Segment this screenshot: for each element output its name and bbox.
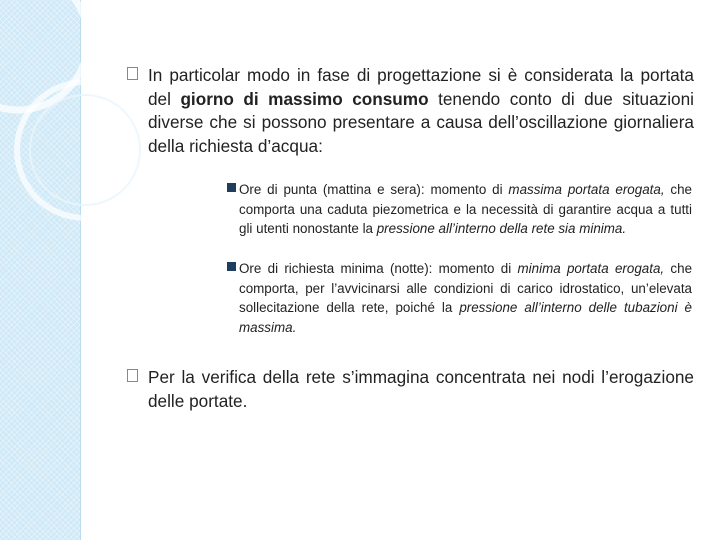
square-bullet-icon (227, 183, 236, 192)
bullet-box-icon (127, 67, 138, 80)
bullet-text: In particolar modo in fase di progettazione si è considerata la portata del giorno di massimo consumo tenendo conto di due situazioni diverse che si possono presentare a causa dell’oscillazione giornaliera della richiesta d’acqua: (148, 65, 694, 156)
subbullet-text: Ore di richiesta minima (notte): momento di minima portata erogata, che comporta, per l’avvicinarsi alle condizioni di carico idrostatico, un’elevata sollecitazione della rete, poiché la pressione all’interno delle tubazioni è massima. (239, 261, 693, 335)
subbullet-item-minimum-demand (227, 259, 692, 337)
subbullet-text: Ore di punta (mattina e sera): momento di massima portata erogata, che comporta una caduta piezometrica e la necessità di garantire acqua a tutti gli utenti nonostante la pressione all’interno della rete sia minima. (239, 182, 692, 236)
bullet-item-network-check (127, 366, 694, 413)
subbullet-item-peak-hours (227, 180, 692, 239)
bullet-text: Per la verifica della rete s’immagina concentrata nei nodi l’erogazione delle portate. (148, 367, 694, 411)
square-bullet-icon (227, 262, 236, 271)
bullet-box-icon (127, 369, 138, 382)
bullet-item-design-flow (127, 64, 694, 158)
bold-phrase: giorno di massimo consumo (180, 88, 429, 109)
